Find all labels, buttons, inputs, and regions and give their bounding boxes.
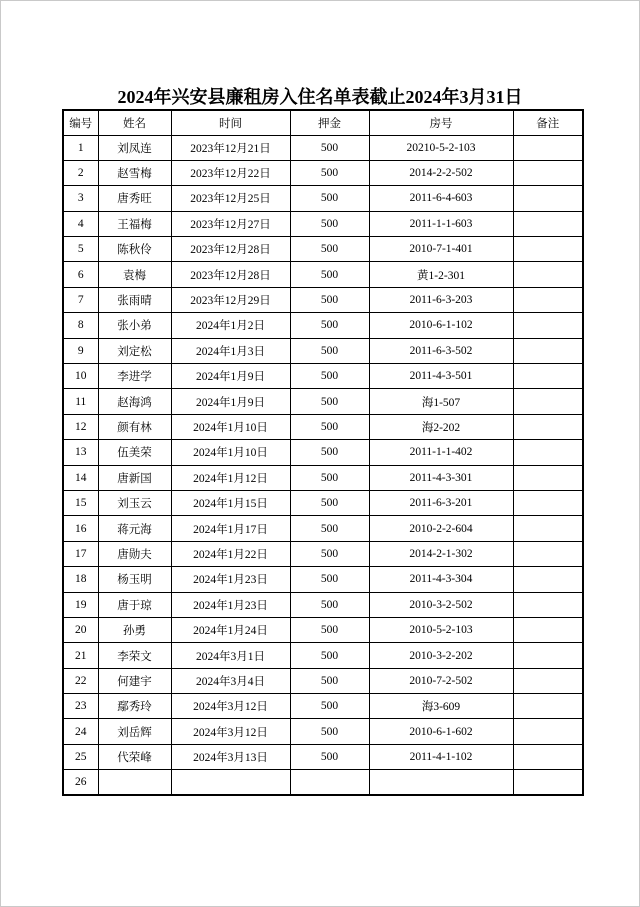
table-cell: 2024年1月10日 (171, 440, 290, 465)
occupancy-table (62, 109, 584, 796)
table-cell: 500 (290, 744, 369, 769)
table-cell: 500 (290, 592, 369, 617)
table-cell: 刘定松 (98, 338, 171, 363)
table-cell: 张小弟 (98, 313, 171, 338)
column-header-3: 时间 (171, 110, 290, 135)
table-cell: 2010-5-2-103 (369, 617, 513, 642)
table-cell: 赵雪梅 (98, 160, 171, 185)
table-cell: 刘岳辉 (98, 719, 171, 744)
table-cell: 赵海鸿 (98, 389, 171, 414)
table-cell: 23 (63, 694, 98, 719)
table-cell (513, 313, 583, 338)
table-cell: 2024年1月9日 (171, 389, 290, 414)
table-cell: 500 (290, 490, 369, 515)
table-cell (513, 440, 583, 465)
table-cell: 2010-3-2-202 (369, 643, 513, 668)
table-cell: 500 (290, 364, 369, 389)
table-row (63, 262, 583, 287)
table-cell: 2011-6-4-603 (369, 186, 513, 211)
table-cell: 2014-2-1-302 (369, 541, 513, 566)
table-cell: 2024年1月2日 (171, 313, 290, 338)
table-cell: 唐于琼 (98, 592, 171, 617)
table-cell: 500 (290, 313, 369, 338)
table-cell (513, 694, 583, 719)
table-row (63, 617, 583, 642)
table-cell: 2024年1月23日 (171, 567, 290, 592)
table-cell: 500 (290, 617, 369, 642)
table-cell (290, 770, 369, 795)
table-cell: 袁梅 (98, 262, 171, 287)
table-cell (513, 135, 583, 160)
table-body (63, 135, 583, 795)
table-cell: 2011-4-3-301 (369, 465, 513, 490)
table-cell: 500 (290, 465, 369, 490)
table-cell: 2024年3月4日 (171, 668, 290, 693)
table-cell: 500 (290, 186, 369, 211)
table-cell: 陈秋伶 (98, 237, 171, 262)
table-cell: 黄1-2-301 (369, 262, 513, 287)
table-cell: 2011-4-1-102 (369, 744, 513, 769)
table-cell: 500 (290, 262, 369, 287)
table-row (63, 541, 583, 566)
table-cell: 500 (290, 643, 369, 668)
table-row (63, 490, 583, 515)
table-cell (513, 567, 583, 592)
table-cell: 2014-2-2-502 (369, 160, 513, 185)
table-cell: 25 (63, 744, 98, 769)
table-cell: 2024年1月12日 (171, 465, 290, 490)
table-cell: 2024年3月12日 (171, 719, 290, 744)
table-cell: 500 (290, 668, 369, 693)
table-cell: 2011-4-3-501 (369, 364, 513, 389)
table-cell: 15 (63, 490, 98, 515)
table-cell (513, 389, 583, 414)
table-cell (513, 643, 583, 668)
table-cell: 500 (290, 694, 369, 719)
table-cell: 2010-2-2-604 (369, 516, 513, 541)
table-cell (369, 770, 513, 795)
table-row (63, 237, 583, 262)
table-cell: 2010-6-1-602 (369, 719, 513, 744)
table-cell: 2024年3月12日 (171, 694, 290, 719)
table-cell: 1 (63, 135, 98, 160)
table-cell: 颜有林 (98, 414, 171, 439)
table-cell: 500 (290, 541, 369, 566)
table-cell: 2 (63, 160, 98, 185)
table-cell (513, 211, 583, 236)
table-cell: 2010-7-2-502 (369, 668, 513, 693)
table-cell: 2024年1月23日 (171, 592, 290, 617)
table-cell (513, 465, 583, 490)
table-cell: 2011-1-1-402 (369, 440, 513, 465)
table-cell: 500 (290, 567, 369, 592)
table-cell (513, 287, 583, 312)
table-cell (513, 719, 583, 744)
table-row (63, 643, 583, 668)
table-cell: 5 (63, 237, 98, 262)
column-header-4: 押金 (290, 110, 369, 135)
table-row (63, 694, 583, 719)
table-cell: 刘玉云 (98, 490, 171, 515)
table-cell: 代荣峰 (98, 744, 171, 769)
table-cell: 2024年1月15日 (171, 490, 290, 515)
table-row (63, 440, 583, 465)
table-cell: 2010-7-1-401 (369, 237, 513, 262)
table-cell: 13 (63, 440, 98, 465)
table-cell: 3 (63, 186, 98, 211)
table-cell: 20210-5-2-103 (369, 135, 513, 160)
table-cell: 海1-507 (369, 389, 513, 414)
table-cell (513, 414, 583, 439)
table-cell: 李荣文 (98, 643, 171, 668)
table-cell: 2011-6-3-201 (369, 490, 513, 515)
table-cell (513, 338, 583, 363)
table-row (63, 465, 583, 490)
table-row (63, 313, 583, 338)
table-row (63, 567, 583, 592)
table-cell: 刘凤连 (98, 135, 171, 160)
table-cell (513, 160, 583, 185)
table-cell: 20 (63, 617, 98, 642)
table-cell: 2011-4-3-304 (369, 567, 513, 592)
table-cell (513, 186, 583, 211)
table-row (63, 516, 583, 541)
table-row (63, 719, 583, 744)
table-cell: 2024年1月10日 (171, 414, 290, 439)
table-cell (513, 364, 583, 389)
table-cell: 何建宇 (98, 668, 171, 693)
table-cell: 500 (290, 287, 369, 312)
table-row (63, 186, 583, 211)
table-cell (513, 668, 583, 693)
table-cell: 2023年12月21日 (171, 135, 290, 160)
table-cell: 2023年12月25日 (171, 186, 290, 211)
table-cell: 500 (290, 160, 369, 185)
table-cell: 唐勋夫 (98, 541, 171, 566)
table-cell: 2024年1月9日 (171, 364, 290, 389)
table-cell: 张雨晴 (98, 287, 171, 312)
table-row (63, 364, 583, 389)
table-cell: 唐新国 (98, 465, 171, 490)
table-cell: 22 (63, 668, 98, 693)
table-row (63, 770, 583, 795)
table-cell: 7 (63, 287, 98, 312)
table-cell: 2024年1月3日 (171, 338, 290, 363)
table-cell: 500 (290, 414, 369, 439)
table-cell: 500 (290, 135, 369, 160)
table-cell: 9 (63, 338, 98, 363)
table-cell: 17 (63, 541, 98, 566)
table-cell: 500 (290, 338, 369, 363)
table-cell: 2023年12月22日 (171, 160, 290, 185)
table-cell: 蒋元海 (98, 516, 171, 541)
table-cell: 8 (63, 313, 98, 338)
table-cell: 王福梅 (98, 211, 171, 236)
table-cell (513, 516, 583, 541)
table-row (63, 668, 583, 693)
table-cell: 2024年1月24日 (171, 617, 290, 642)
table-cell: 21 (63, 643, 98, 668)
table-cell: 2010-3-2-502 (369, 592, 513, 617)
table-cell: 14 (63, 465, 98, 490)
table-row (63, 744, 583, 769)
table-cell (98, 770, 171, 795)
table-cell: 500 (290, 719, 369, 744)
table-cell: 4 (63, 211, 98, 236)
column-header-1: 编号 (63, 110, 98, 135)
table-cell: 唐秀旺 (98, 186, 171, 211)
table-row (63, 135, 583, 160)
table-row (63, 338, 583, 363)
page-title: 2024年兴安县廉租房入住名单表截止2024年3月31日 (117, 87, 523, 107)
table-cell (513, 262, 583, 287)
table-cell: 16 (63, 516, 98, 541)
table-row (63, 592, 583, 617)
table-cell: 12 (63, 414, 98, 439)
column-header-6: 备注 (513, 110, 583, 135)
table-cell: 李进学 (98, 364, 171, 389)
table-cell: 11 (63, 389, 98, 414)
table-cell: 海3-609 (369, 694, 513, 719)
table-row (63, 414, 583, 439)
table-cell: 2010-6-1-102 (369, 313, 513, 338)
column-header-5: 房号 (369, 110, 513, 135)
table-cell: 伍美荣 (98, 440, 171, 465)
table-cell (513, 490, 583, 515)
table-cell: 2011-6-3-203 (369, 287, 513, 312)
table-cell: 2011-1-1-603 (369, 211, 513, 236)
table-cell: 24 (63, 719, 98, 744)
table-row (63, 287, 583, 312)
table-row (63, 160, 583, 185)
table-cell: 500 (290, 211, 369, 236)
table-cell: 2023年12月27日 (171, 211, 290, 236)
table-cell: 2023年12月28日 (171, 262, 290, 287)
table-cell: 26 (63, 770, 98, 795)
table-cell: 2024年1月17日 (171, 516, 290, 541)
table-cell (513, 541, 583, 566)
table-cell: 杨玉明 (98, 567, 171, 592)
table-cell: 鄢秀玲 (98, 694, 171, 719)
table-cell: 2024年3月1日 (171, 643, 290, 668)
table-cell: 500 (290, 389, 369, 414)
table-cell: 6 (63, 262, 98, 287)
table-cell (171, 770, 290, 795)
table-cell (513, 744, 583, 769)
column-header-2: 姓名 (98, 110, 171, 135)
table-cell: 500 (290, 440, 369, 465)
table-cell: 海2-202 (369, 414, 513, 439)
table-row (63, 211, 583, 236)
table-cell: 孙勇 (98, 617, 171, 642)
table-cell: 500 (290, 516, 369, 541)
table-cell: 2024年3月13日 (171, 744, 290, 769)
table-cell (513, 237, 583, 262)
table-cell (513, 770, 583, 795)
table-cell: 500 (290, 237, 369, 262)
table-cell: 19 (63, 592, 98, 617)
table-cell: 2011-6-3-502 (369, 338, 513, 363)
table-row (63, 389, 583, 414)
table-cell (513, 617, 583, 642)
table-cell: 10 (63, 364, 98, 389)
table-cell (513, 592, 583, 617)
table-cell: 2023年12月29日 (171, 287, 290, 312)
table-cell: 18 (63, 567, 98, 592)
table-cell: 2024年1月22日 (171, 541, 290, 566)
table-header-row (63, 110, 583, 135)
table-cell: 2023年12月28日 (171, 237, 290, 262)
